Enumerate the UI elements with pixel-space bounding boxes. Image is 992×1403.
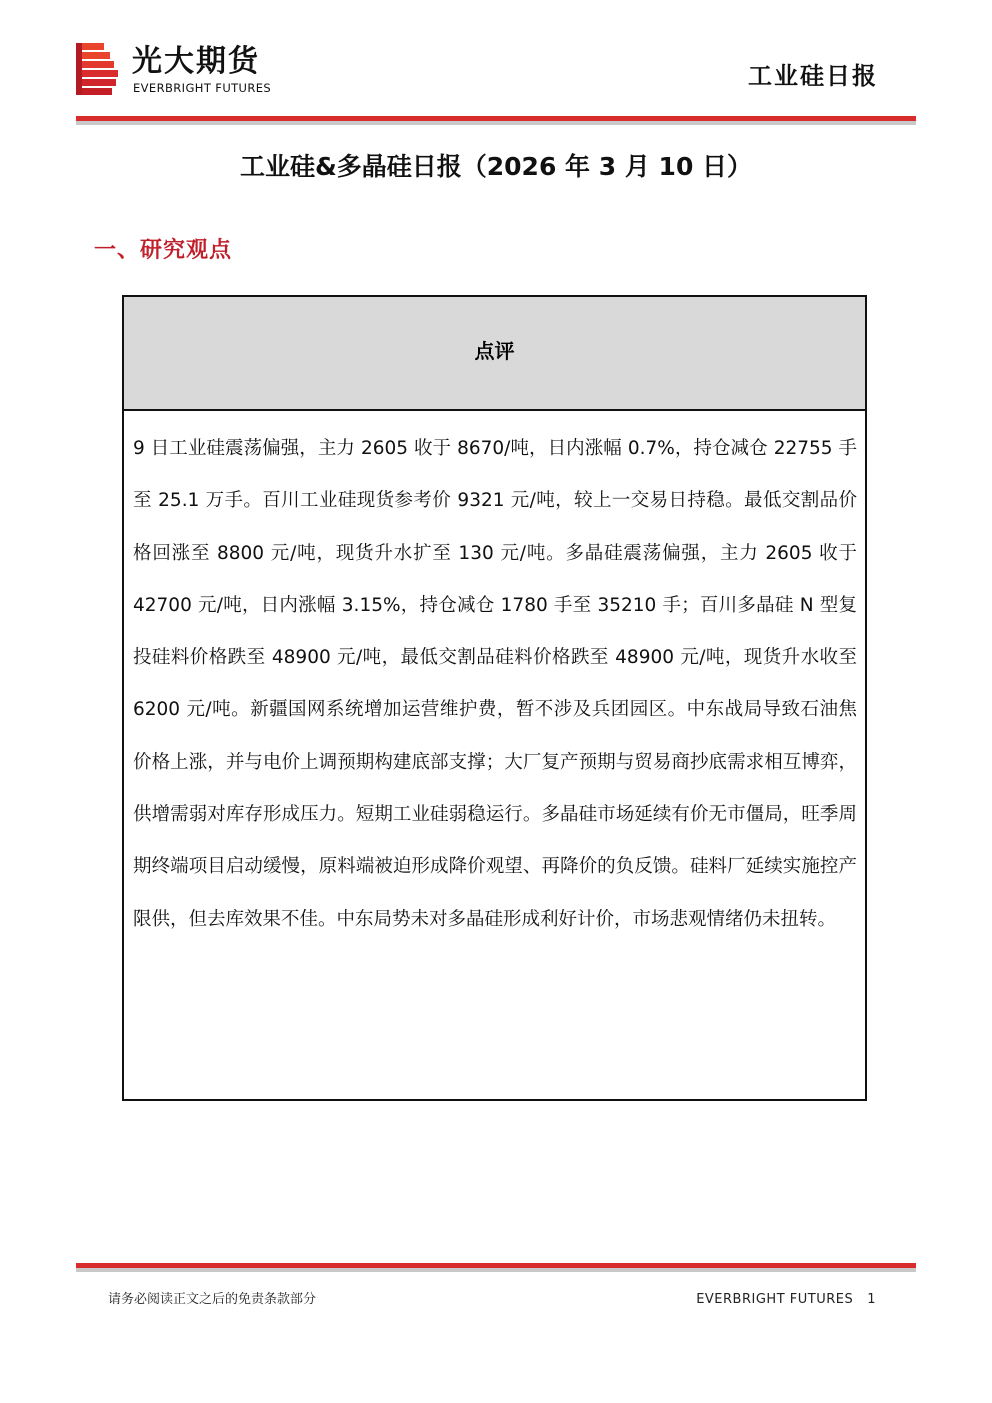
company-logo bbox=[76, 41, 286, 99]
footer-disclaimer: 请务必阅读正文之后的免责条款部分 bbox=[108, 1292, 317, 1307]
review-box-body: 9 日工业硅震荡偏强，主力 2605 收于 8670/吨，日内涨幅 0.7%，持仓减仓 22755 手至 25.1 万手。百川工业硅现货参考价 9321 元/吨，较上一交易日持稳。最低交割品价格回涨至 8800 元/吨，现货升水扩至 130 元/吨。多晶硅震荡偏强，主力 2605 收于 42700 元/吨，日内涨幅 3.15%，持仓减仓 1780 手至 35210 手；百川多晶硅 N 型复投硅料价格跌至 48900 元/吨，最低交割品硅料价格跌至 48900 元/吨，现货升水收至 6200 元/吨。新疆国网系统增加运营维护费，暂不涉及兵团园区。中东战局导致石油焦价格上涨，并与电价上调预期构建底部支撑；大厂复产预期与贸易商抄底需求相互博弈，供增需弱对库存形成压力。短期工业硅弱稳运行。多晶硅市场延续有价无市僵局，旺季周期终端项目启动缓慢，原料端被迫形成降价观望、再降价的负反馈。硅料厂延续实施控产限供，但去库效果不佳。中东局势未对多晶硅形成利好计价，市场悲观情绪仍未扭转。 bbox=[133, 438, 857, 930]
logo-english-name: EVERBRIGHT FUTURES bbox=[133, 81, 272, 95]
review-box bbox=[122, 295, 867, 1101]
header-divider bbox=[76, 116, 916, 125]
review-box-header-label: 点评 bbox=[474, 339, 515, 363]
footer-brand: EVERBRIGHT FUTURES bbox=[696, 1292, 854, 1307]
page-number: 1 bbox=[867, 1292, 876, 1307]
footer-divider bbox=[76, 1263, 916, 1272]
document-title: 工业硅&多晶硅日报（2026 年 3 月 10 日） bbox=[239, 152, 753, 181]
logo-chinese-name: 光大期货 bbox=[132, 44, 260, 79]
review-box-header bbox=[124, 297, 865, 411]
footer-brand-page bbox=[696, 1291, 876, 1309]
report-type-title: 工业硅日报 bbox=[748, 62, 878, 90]
everbright-logo-icon bbox=[76, 43, 120, 99]
section-heading: 一、研究观点 bbox=[94, 238, 233, 263]
